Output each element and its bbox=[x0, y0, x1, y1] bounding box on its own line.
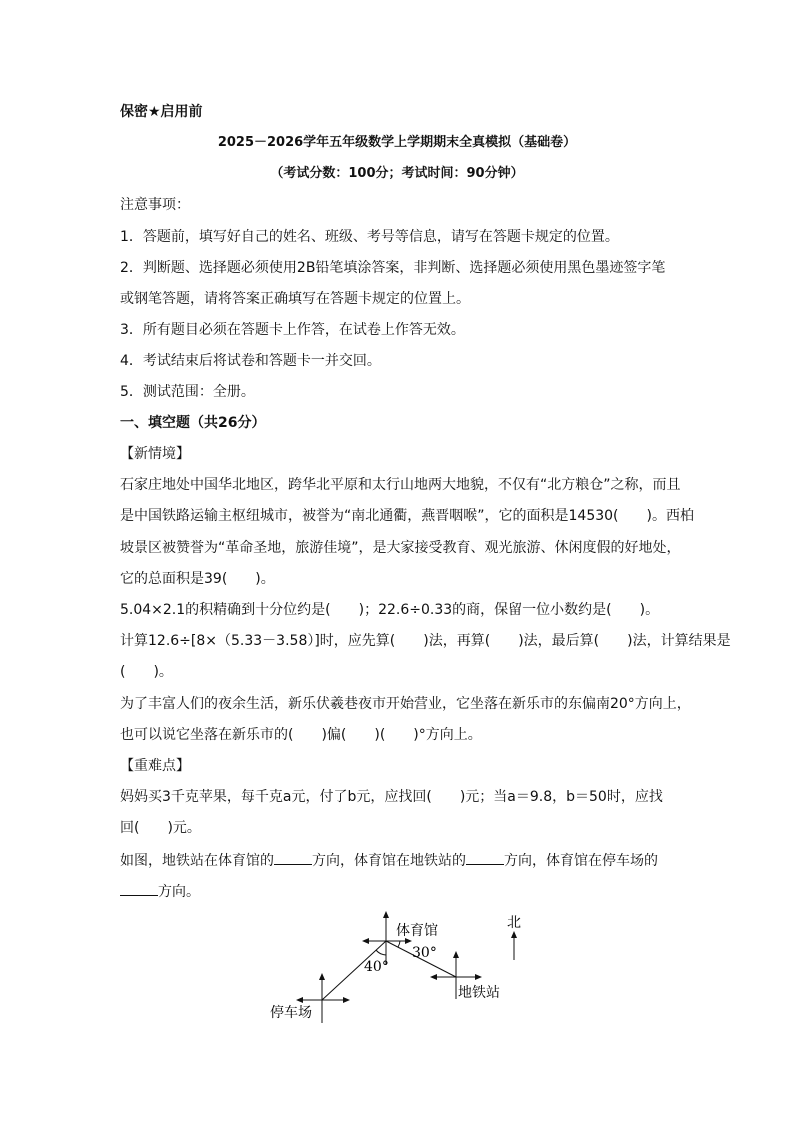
question-6-text: 方向。 bbox=[158, 884, 200, 900]
subway-north-arrowhead bbox=[453, 951, 459, 958]
question-4-line: 也可以说它坐落在新乐市的( )偏( )( )°方向上。 bbox=[120, 727, 482, 743]
notice-item: 或钢笔答题，请将答案正确填写在答题卡规定的位置上。 bbox=[120, 291, 470, 307]
question-6-text: 如图，地铁站在体育馆的 bbox=[120, 853, 274, 869]
angle-arc-30 bbox=[398, 941, 400, 947]
section-heading: 一、填空题（共26分） bbox=[120, 415, 266, 431]
parking-east-arrowhead bbox=[343, 997, 350, 1003]
north-arrowhead bbox=[511, 931, 517, 938]
notice-item: 1．答题前，填写好自己的姓名、班级、考号等信息，请写在答题卡规定的位置。 bbox=[120, 229, 619, 245]
subway-west-arrowhead bbox=[430, 974, 437, 980]
parking-west-arrowhead bbox=[296, 997, 303, 1003]
question-3-line: 计算12.6÷[8×（5.33－3.58）]时，应先算( )法，再算( )法，最后算( )法，计算结果是 bbox=[120, 633, 731, 649]
secret-label: 保密★启用前 bbox=[120, 104, 203, 120]
angle-arc-40 bbox=[376, 950, 386, 955]
notice-item: 4．考试结束后将试卷和答题卡一并交回。 bbox=[120, 353, 381, 369]
gym-west-arrowhead bbox=[362, 938, 369, 944]
subway-east-arrowhead bbox=[475, 974, 482, 980]
subway-label: 地铁站 bbox=[458, 985, 500, 1001]
question-1-line: 石家庄地处中国华北地区，跨华北平原和太行山地两大地貌，不仅有“北方粮仓”之称，而且 bbox=[120, 477, 681, 493]
notice-item: 2．判断题、选择题必须使用2B铅笔填涂答案，非判断、选择题必须使用黑色墨迹签字笔 bbox=[120, 260, 666, 276]
question-6-line bbox=[120, 881, 680, 902]
question-3-line: ( )。 bbox=[120, 664, 173, 680]
exam-title: 2025－2026学年五年级数学上学期期末全真模拟（基础卷） bbox=[217, 135, 577, 150]
answer-blank bbox=[466, 850, 504, 865]
parking-north-arrowhead bbox=[319, 973, 325, 980]
question-1-line: 它的总面积是39( )。 bbox=[120, 571, 275, 587]
answer-blank bbox=[120, 881, 158, 896]
angle-40-label: 40° bbox=[364, 959, 389, 975]
angle-30-label: 30° bbox=[412, 945, 437, 961]
gym-north-arrowhead bbox=[383, 911, 389, 918]
question-6-line bbox=[120, 850, 680, 871]
notice-item: 5．测试范围：全册。 bbox=[120, 384, 255, 400]
notice-item: 3．所有题目必须在答题卡上作答，在试卷上作答无效。 bbox=[120, 322, 465, 338]
tag-new-context: 【新情境】 bbox=[120, 446, 190, 462]
exam-subtitle: （考试分数：100分；考试时间：90分钟） bbox=[270, 166, 524, 181]
parking-label: 停车场 bbox=[270, 1005, 312, 1021]
question-5-line: 回( )元。 bbox=[120, 820, 201, 836]
north-label: 北 bbox=[507, 915, 521, 931]
question-6-text: 方向，体育馆在地铁站的 bbox=[312, 853, 466, 869]
gym-label: 体育馆 bbox=[396, 923, 438, 939]
tag-hard: 【重难点】 bbox=[120, 758, 190, 774]
direction-diagram bbox=[260, 905, 550, 1035]
answer-blank bbox=[274, 850, 312, 865]
question-5-line: 妈妈买3千克苹果，每千克a元，付了b元，应找回( )元；当a＝9.8，b＝50时，应找 bbox=[120, 789, 663, 805]
question-6-text: 方向，体育馆在停车场的 bbox=[504, 853, 658, 869]
question-2: 5.04×2.1的积精确到十分位约是( )；22.6÷0.33的商，保留一位小数约是( )。 bbox=[120, 602, 660, 618]
question-4-line: 为了丰富人们的夜余生活，新乐伏羲巷夜市开始营业，它坐落在新乐市的东偏南20°方向上， bbox=[120, 696, 691, 712]
notice-heading: 注意事项： bbox=[120, 197, 190, 213]
question-1-line: 坡景区被赞誉为“革命圣地，旅游佳境”，是大家接受教育、观光旅游、休闲度假的好地处， bbox=[120, 540, 681, 556]
question-1-line: 是中国铁路运输主枢纽城市，被誉为“南北通衢，燕晋咽喉”，它的面积是14530( )。西柏 bbox=[120, 508, 694, 524]
